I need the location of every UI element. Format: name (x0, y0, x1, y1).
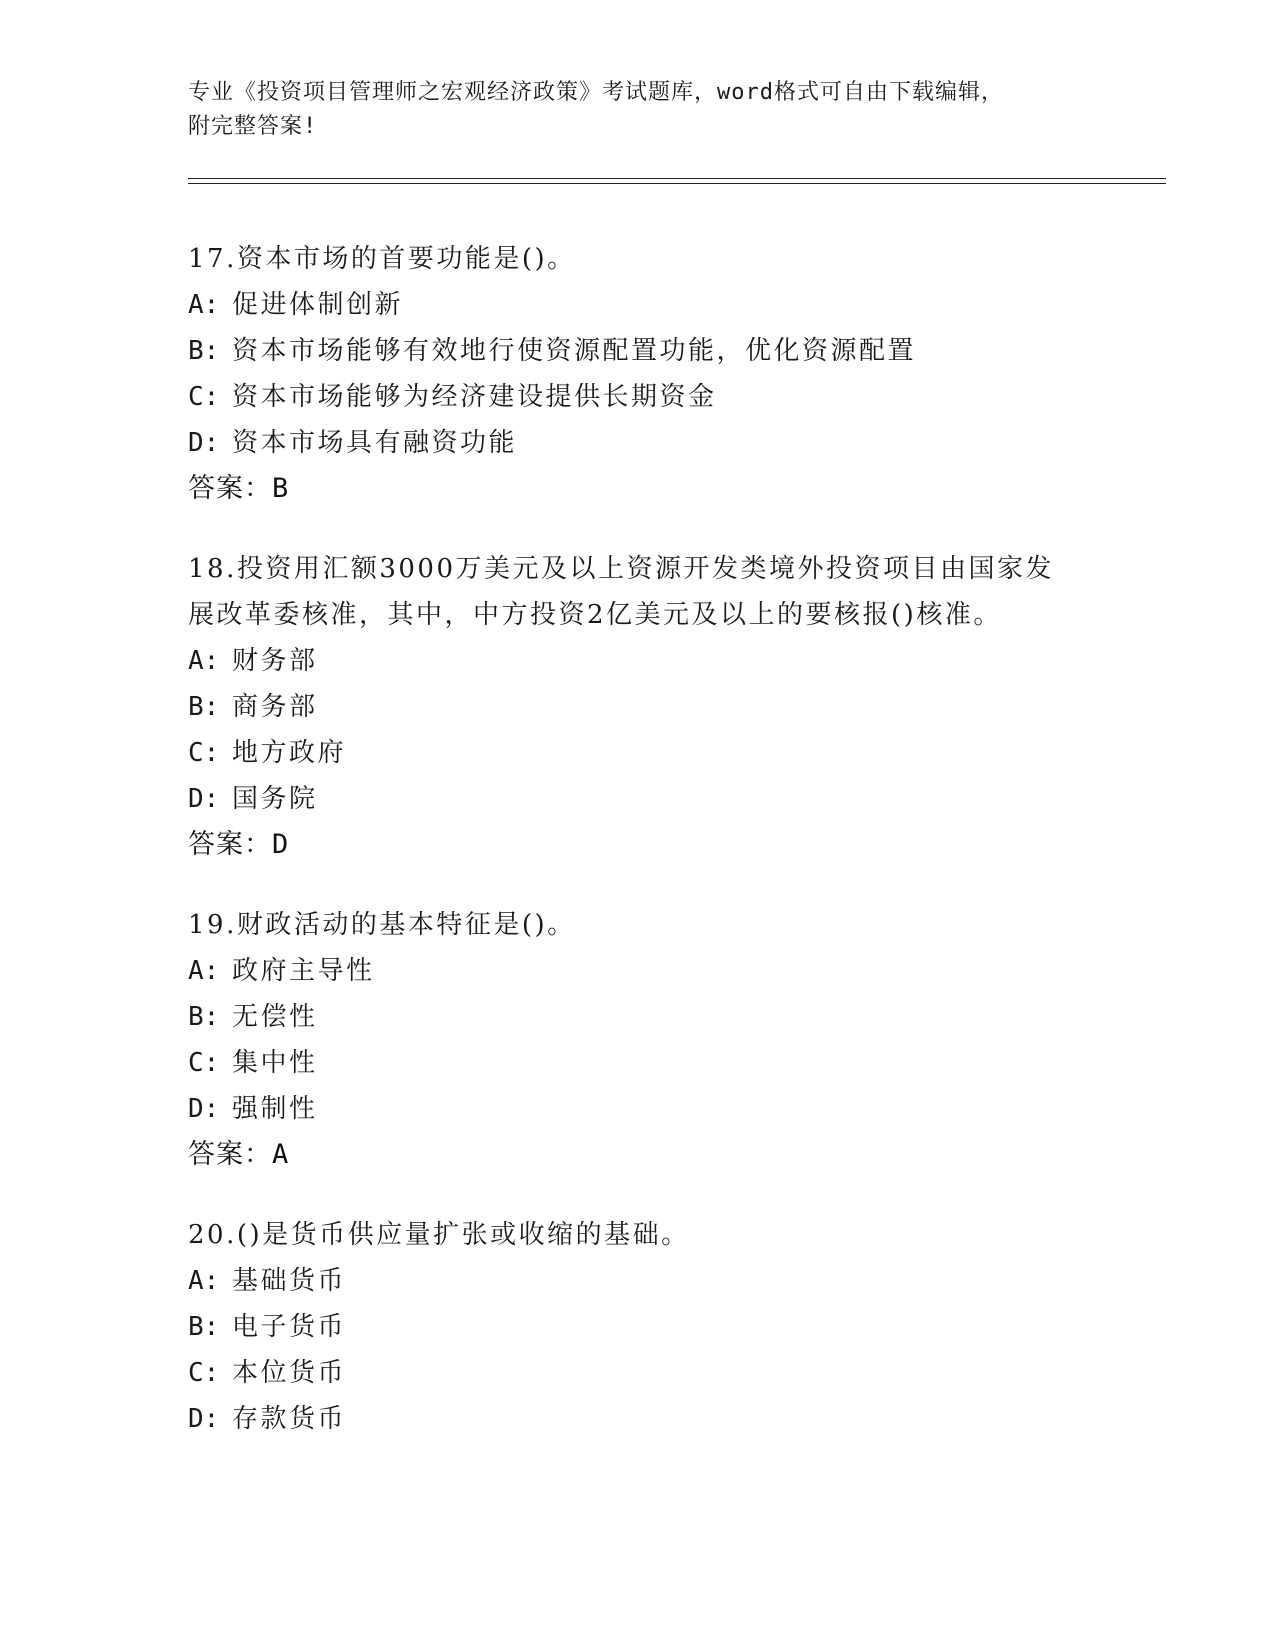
option-key: C: (188, 738, 220, 768)
option-text: 资本市场能够有效地行使资源配置功能，优化资源配置 (232, 336, 917, 366)
header-divider-top (188, 178, 1166, 179)
option-a (188, 638, 1088, 684)
question-list (188, 236, 1088, 1476)
option-key: D: (188, 428, 220, 458)
option-text: 政府主导性 (232, 956, 375, 986)
option-text: 促进体制创新 (232, 290, 404, 320)
option-text: 地方政府 (232, 738, 347, 768)
answer-label: 答案： (188, 473, 272, 504)
option-a (188, 1258, 1088, 1304)
answer-label: 答案： (188, 1139, 272, 1170)
answer-line (188, 466, 1088, 512)
option-d (188, 1396, 1088, 1442)
option-key: A: (188, 290, 220, 320)
option-b (188, 994, 1088, 1040)
option-key: B: (188, 692, 220, 722)
option-text: 基础货币 (232, 1266, 347, 1296)
option-text: 强制性 (232, 1094, 318, 1124)
option-text: 本位货币 (232, 1358, 347, 1388)
option-key: C: (188, 1048, 220, 1078)
option-key: D: (188, 784, 220, 814)
option-key: A: (188, 646, 220, 676)
question-19 (188, 902, 1088, 1178)
option-text: 财务部 (232, 646, 318, 676)
question-text: 17.资本市场的首要功能是()。 (188, 244, 576, 274)
option-d (188, 1086, 1088, 1132)
option-text: 商务部 (232, 692, 318, 722)
option-key: B: (188, 1002, 220, 1032)
option-key: B: (188, 336, 220, 366)
question-text-line-2: 展改革委核准，其中，中方投资2亿美元及以上的要核报()核准。 (188, 600, 1002, 630)
answer-line (188, 1132, 1088, 1178)
option-c (188, 730, 1088, 776)
option-c (188, 374, 1088, 420)
option-key: A: (188, 956, 220, 986)
question-text: 20.()是货币供应量扩张或收缩的基础。 (188, 1220, 690, 1250)
option-text: 资本市场能够为经济建设提供长期资金 (232, 382, 717, 412)
option-d (188, 776, 1088, 822)
option-text: 电子货币 (232, 1312, 347, 1342)
option-key: C: (188, 1358, 220, 1388)
option-b (188, 1304, 1088, 1350)
option-key: D: (188, 1404, 220, 1434)
question-20 (188, 1212, 1088, 1442)
document-header (188, 76, 1058, 144)
answer-line (188, 822, 1088, 868)
answer-value: A (272, 1139, 290, 1170)
option-text: 无偿性 (232, 1002, 318, 1032)
header-divider-bottom (188, 183, 1166, 184)
option-d (188, 420, 1088, 466)
option-b (188, 328, 1088, 374)
option-text: 国务院 (232, 784, 318, 814)
option-key: B: (188, 1312, 220, 1342)
option-a (188, 282, 1088, 328)
option-text: 资本市场具有融资功能 (232, 428, 518, 458)
question-text-line-1: 18.投资用汇额3000万美元及以上资源开发类境外投资项目由国家发 (188, 554, 1055, 584)
option-key: D: (188, 1094, 220, 1124)
option-b (188, 684, 1088, 730)
option-a (188, 948, 1088, 994)
header-line-2: 附完整答案! (188, 114, 318, 139)
option-text: 集中性 (232, 1048, 318, 1078)
question-18 (188, 546, 1088, 868)
option-key: C: (188, 382, 220, 412)
header-line-1: 专业《投资项目管理师之宏观经济政策》考试题库，word格式可自由下载编辑， (188, 80, 1004, 105)
option-text: 存款货币 (232, 1404, 347, 1434)
answer-value: B (272, 473, 290, 504)
question-17 (188, 236, 1088, 512)
question-text: 19.财政活动的基本特征是()。 (188, 910, 576, 940)
answer-label: 答案： (188, 829, 272, 860)
option-c (188, 1040, 1088, 1086)
option-key: A: (188, 1266, 220, 1296)
answer-value: D (272, 829, 290, 860)
option-c (188, 1350, 1088, 1396)
